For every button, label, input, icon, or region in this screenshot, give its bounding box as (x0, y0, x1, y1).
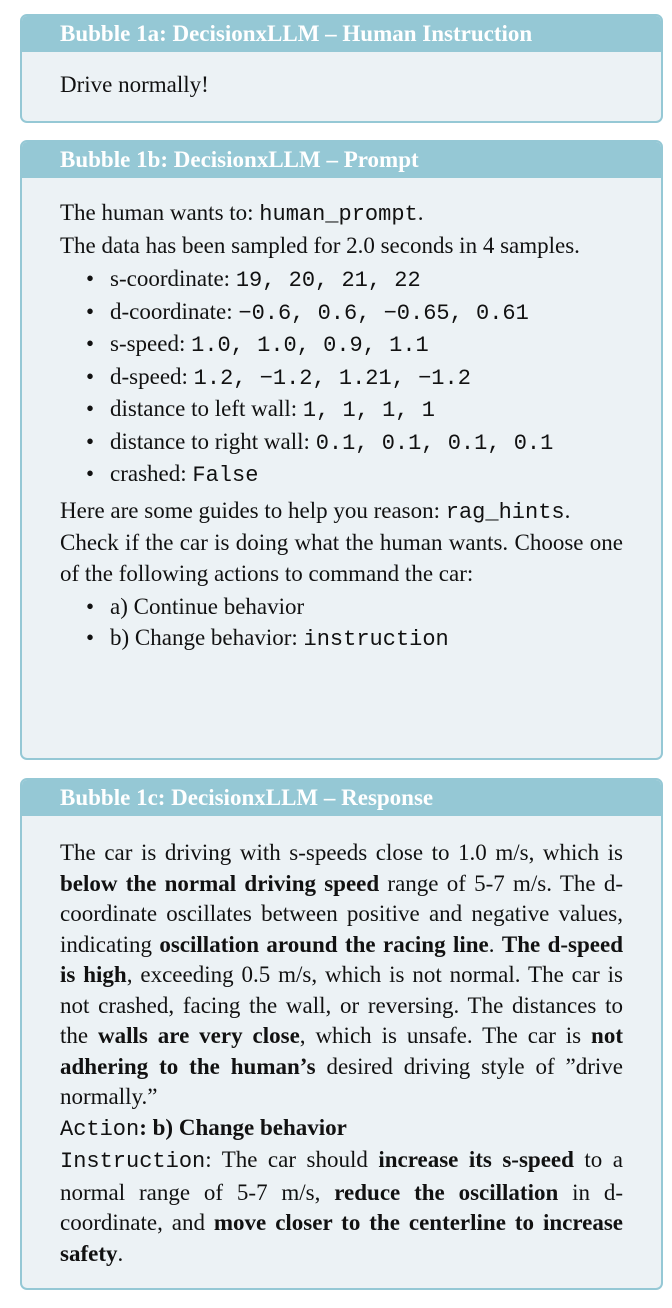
check-text: Check if the car is doing what the human wants. Choose one of the following actions to command the car: (60, 530, 623, 586)
feature-item: • s-speed: 1.0, 1.0, 0.9, 1.1 (60, 329, 623, 362)
guides-text: Here are some guides to help you reason: rag_hints. (60, 497, 571, 525)
feature-item: • s-coordinate: 19, 20, 21, 22 (60, 264, 623, 297)
feature-item: • distance to right wall: 0.1, 0.1, 0.1, 0.1 (60, 427, 623, 460)
action-options (60, 592, 623, 655)
action-value: b) Change behavior (152, 1114, 347, 1140)
action-line: Action: b) Change behavior (60, 1114, 347, 1142)
response-text: The car is driving with s-speeds close to 1.0 m/s, which is below the normal driving speed range of 5-7 m/s. The d-coordinate oscillates between positive and negative values, indicating oscillation around the racing line. The d-speed is high, exceeding 0.5 m/s, which is not normal. The car is not crashed, facing the wall, or reversing. The distances to the walls are very close, which is unsafe. The car is not adhering to the human’s desired driving style of ”drive normally.” (60, 840, 624, 1109)
feature-item: • distance to left wall: 1, 1, 1, 1 (60, 394, 623, 427)
feature-item: • crashed: False (60, 459, 623, 492)
feature-list (60, 264, 623, 492)
human-prompt-var: human_prompt (259, 202, 418, 227)
sampling-info: The data has been sampled for 2.0 seconds in 4 samples. (60, 232, 580, 258)
bubble-1c-body (22, 816, 661, 1269)
prompt-intro: The human wants to: human_prompt. (60, 200, 424, 227)
rag-hints-var: rag_hints (445, 499, 565, 525)
bubble-1b (20, 140, 663, 760)
action-label: Action (60, 1116, 140, 1142)
bubble-1b-body (22, 178, 661, 655)
bubble-1a-body (22, 52, 661, 101)
bubble-1b-title: Bubble 1b: DecisionxLLM – Prompt (22, 142, 661, 178)
feature-item: • d-speed: 1.2, −1.2, 1.21, −1.2 (60, 362, 623, 395)
instruction-label: Instruction (60, 1149, 206, 1174)
option-item: • a) Continue behavior (60, 592, 623, 623)
instruction-text: Instruction: The car should increase its s-speed to a normal range of 5-7 m/s, reduce the oscillation in d-coordinate, and move closer to the centerline to increase safety. (60, 1147, 623, 1266)
bubble-1a-title: Bubble 1a: DecisionxLLM – Human Instruction (22, 16, 661, 52)
option-item: • b) Change behavior: instruction (60, 623, 623, 656)
bubble-1c-title: Bubble 1c: DecisionxLLM – Response (22, 780, 661, 816)
feature-item: • d-coordinate: −0.6, 0.6, −0.65, 0.61 (60, 297, 623, 330)
bubble-1c (20, 778, 663, 1290)
human-instruction-text: Drive normally! (60, 72, 209, 97)
bubble-1a (20, 14, 663, 123)
